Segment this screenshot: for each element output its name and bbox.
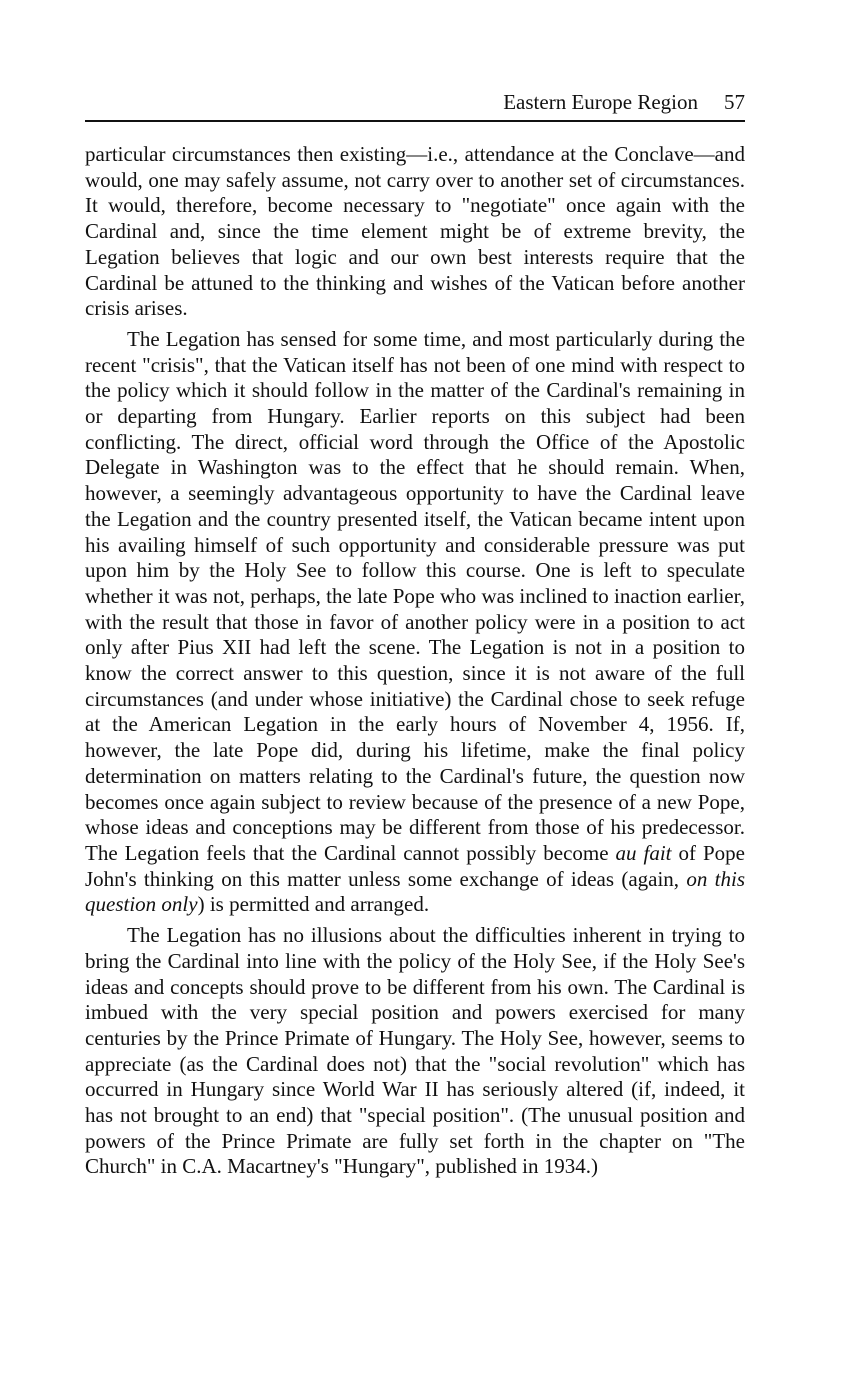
paragraph-2-text-b: of Pope John's thinking on this matter unless some exchange of ideas (again,	[85, 840, 745, 891]
page-number: 57	[724, 90, 745, 114]
running-header	[85, 88, 745, 122]
document-page	[85, 88, 745, 1185]
body-text	[85, 142, 745, 1180]
paragraph-2	[85, 327, 745, 918]
paragraph-3: The Legation has no illusions about the difficulties inherent in trying to bring the Cardinal into line with the policy of the Holy See, if the Holy See's ideas and concepts should prove to be different from his own. The Cardinal is imbued with the very special position and powers exercised for many centuries by the Prince Primate of Hungary. The Holy See, however, seems to appreciate (as the Cardinal does not) that the "social revolution" which has occurred in Hungary since World War II has seriously altered (if, indeed, it has not brought to an end) that "special position". (The unusual position and powers of the Prince Primate are fully set forth in the chapter on "The Church" in C.A. Macartney's "Hungary", published in 1934.)	[85, 923, 745, 1179]
paragraph-2-italic-question: on this question only	[85, 866, 745, 917]
paragraph-2-italic-au-fait: au fait	[615, 840, 672, 865]
paragraph-2-text-c: ) is permitted and arranged.	[197, 892, 430, 917]
paragraph-1: particular circumstances then existing—i.e., attendance at the Conclave—and would, one may safely assume, not carry over to another set of circumstances. It would, therefore, become necessary to "negotiate" once again with the Cardinal and, since the time element might be of extreme brevity, the Legation believes that logic and our own best interests require that the Cardinal be attuned to the thinking and wishes of the Vatican before another crisis arises.	[85, 142, 745, 321]
section-title: Eastern Europe Region	[503, 90, 698, 114]
paragraph-2-text-a: The Legation has sensed for some time, and most particularly during the recent "crisis", that the Vatican itself has not been of one mind with respect to the policy which it should follow in the matter of the Cardinal's remaining in or departing from Hungary. Earlier reports on this subject had been conflicting. The direct, official word through the Office of the Apostolic Delegate in Washington was to the effect that he should remain. When, however, a seemingly advantageous opportunity to have the Cardinal leave the Legation and the country presented itself, the Vatican became intent upon his availing himself of such opportunity and considerable pressure was put upon him by the Holy See to follow this course. One is left to speculate whether it was not, perhaps, the late Pope who was inclined to inaction earlier, with the result that those in favor of another policy were in a position to act only after Pius XII had left the scene. The Legation is not in a position to know the correct answer to this question, since it is not aware of the full circumstances (and under whose initiative) the Cardinal chose to seek refuge at the American Legation in the early hours of November 4, 1956. If, however, the late Pope did, during his lifetime, make the final policy determination on matters relating to the Cardinal's future, the question now becomes once again subject to review because of the presence of a new Pope, whose ideas and conceptions may be different from those of his predecessor. The Legation feels that the Cardinal cannot possibly become	[85, 326, 745, 865]
